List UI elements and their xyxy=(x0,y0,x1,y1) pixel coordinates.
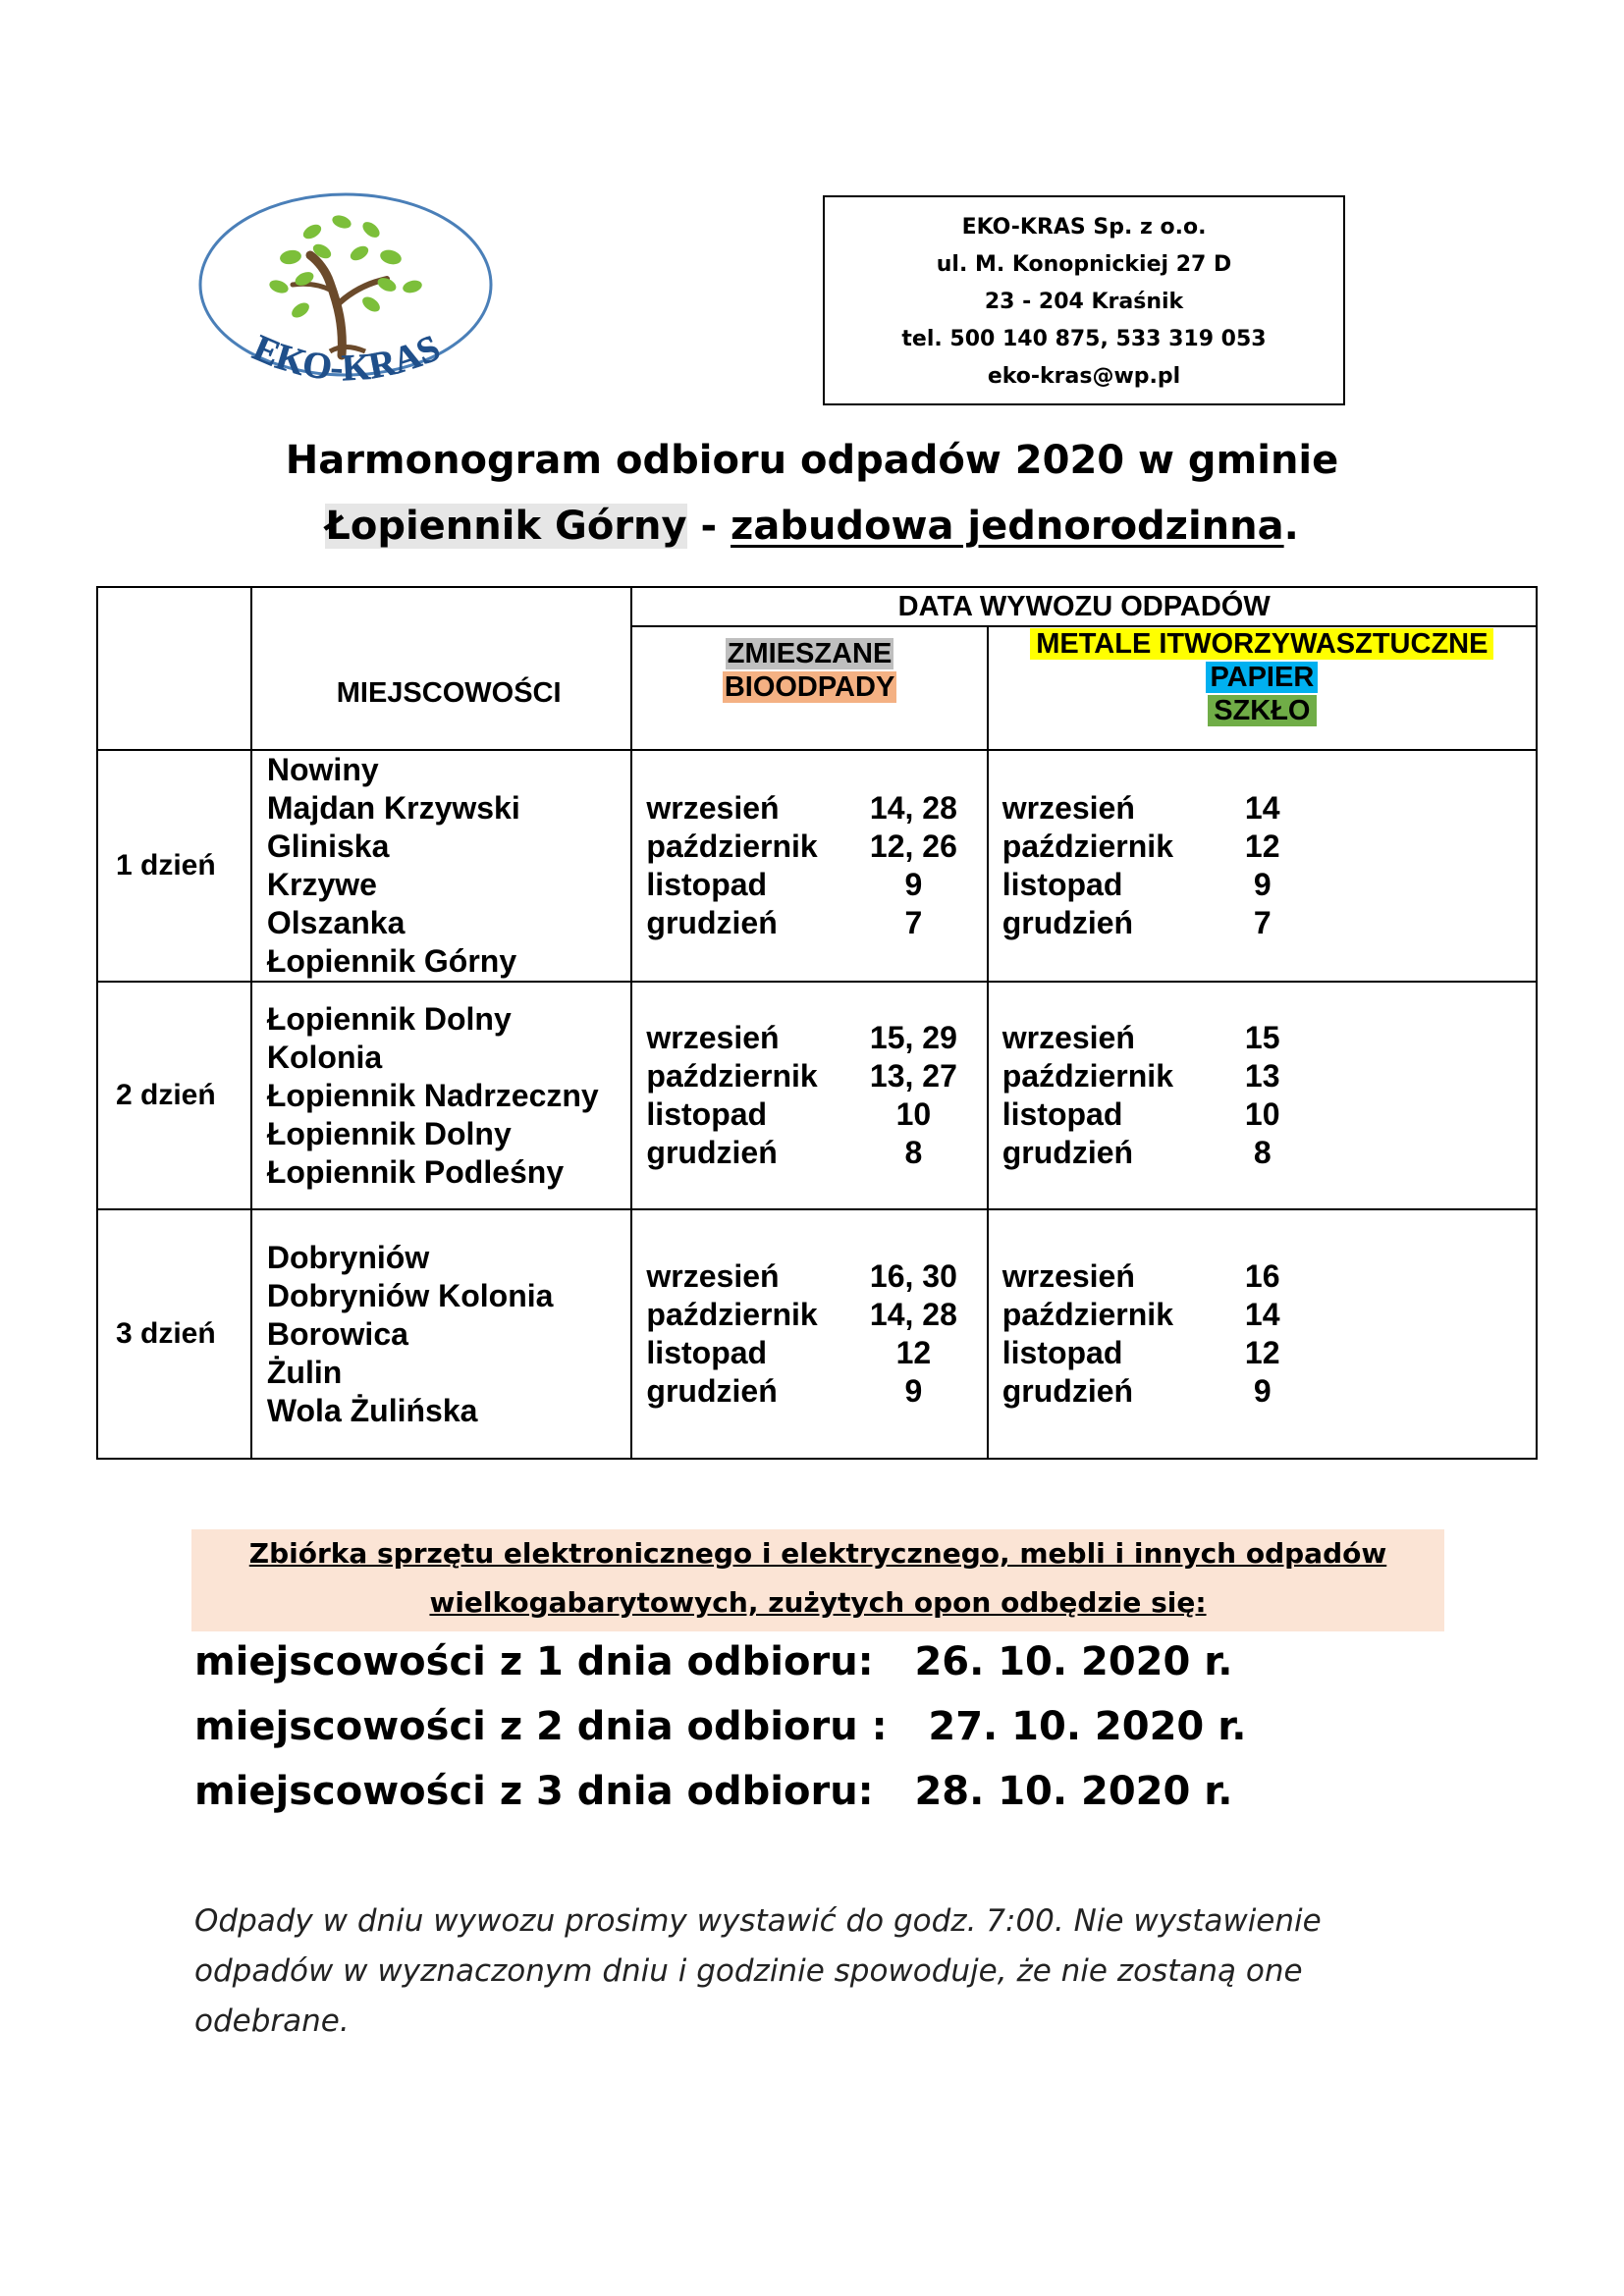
pickup-date-day3: miejscowości z 3 dnia odbioru: 28. 10. 2020 r. xyxy=(194,1769,1233,1814)
days: 8 xyxy=(904,1135,923,1170)
days: 14, 28 xyxy=(869,1297,957,1332)
title-type: zabudowa jednorodzinna xyxy=(731,504,1284,549)
places-list xyxy=(251,1209,632,1459)
notice-line2: wielkogabarytowych, zużytych opon odbędzie się: xyxy=(429,1586,1207,1619)
label-bio: BIOODPADY xyxy=(724,671,895,703)
pickup-date-day2: miejscowości z 2 dnia odbioru : 27. 10. 2020 r. xyxy=(194,1704,1247,1749)
month: grudzień xyxy=(646,1373,778,1409)
table-row xyxy=(97,1209,1537,1459)
month: grudzień xyxy=(1001,1135,1134,1170)
month: listopad xyxy=(1001,1335,1123,1370)
days: 7 xyxy=(1253,905,1272,940)
header-locations: MIEJSCOWOŚCI xyxy=(251,587,632,750)
place: Dobryniów Kolonia xyxy=(266,1277,554,1313)
days: 9 xyxy=(904,1373,923,1409)
days: 12 xyxy=(895,1335,932,1370)
header-dates: DATA WYWOZU ODPADÓW xyxy=(631,587,1537,626)
header-mixed-bio xyxy=(631,626,987,750)
notice-line1: Zbiórka sprzętu elektronicznego i elektrycznego, mebli i innych odpadów xyxy=(248,1537,1387,1570)
days: 8 xyxy=(1253,1135,1272,1170)
month: listopad xyxy=(1001,1096,1123,1132)
recyclables-dates xyxy=(988,750,1537,982)
schedule-table xyxy=(96,586,1538,1460)
month: październik xyxy=(646,1297,818,1332)
place: Łopiennik Górny xyxy=(266,943,517,979)
day-label: 2 dzień xyxy=(97,982,251,1209)
days: 10 xyxy=(895,1096,932,1132)
month: grudzień xyxy=(1001,1373,1134,1409)
days: 12, 26 xyxy=(869,828,957,864)
bulky-waste-notice xyxy=(191,1529,1444,1631)
days: 14, 28 xyxy=(869,790,957,826)
month: grudzień xyxy=(646,1135,778,1170)
month: wrzesień xyxy=(646,1020,780,1055)
mixed-bio-dates xyxy=(631,982,987,1209)
month: wrzesień xyxy=(646,790,780,826)
month: październik xyxy=(1001,828,1173,864)
place: Żulin xyxy=(266,1354,343,1390)
place: Gliniska xyxy=(266,828,390,864)
title-dash: - xyxy=(686,504,731,549)
days: 9 xyxy=(904,867,923,902)
places-list xyxy=(251,750,632,982)
days: 10 xyxy=(1244,1096,1280,1132)
page-title-line1: Harmonogram odbioru odpadów 2020 w gminie xyxy=(285,438,1339,483)
company-phone: tel. 500 140 875, 533 319 053 xyxy=(901,327,1267,351)
days: 16, 30 xyxy=(869,1258,957,1294)
days: 9 xyxy=(1253,867,1272,902)
days: 9 xyxy=(1253,1373,1272,1409)
month: grudzień xyxy=(1001,905,1134,940)
place: Łopiennik Podleśny xyxy=(266,1153,565,1190)
month: wrzesień xyxy=(1001,790,1135,826)
days: 14 xyxy=(1244,1297,1280,1332)
footer-note: Odpady w dniu wywozu prosimy wystawić do godz. 7:00. Nie wystawienie odpadów w wyznaczonym dniu i godzinie spowoduje, że nie zostaną one odebrane. xyxy=(194,1903,1322,2039)
days: 14 xyxy=(1244,790,1280,826)
label-metals-plastics: METALE ITWORZYWASZTUCZNE xyxy=(1030,628,1493,660)
month: wrzesień xyxy=(1001,1020,1135,1055)
month: wrzesień xyxy=(646,1258,780,1294)
place: Majdan Krzywski xyxy=(266,790,520,826)
day-label: 1 dzień xyxy=(97,750,251,982)
title-dot: . xyxy=(1283,504,1299,549)
recyclables-dates xyxy=(988,982,1537,1209)
days: 7 xyxy=(904,905,923,940)
page-title-line2 xyxy=(0,504,1624,549)
company-city: 23 - 204 Kraśnik xyxy=(984,290,1184,314)
days: 13 xyxy=(1244,1058,1280,1094)
label-glass: SZKŁO xyxy=(1208,695,1316,726)
mixed-bio-dates xyxy=(631,750,987,982)
month: listopad xyxy=(646,1335,768,1370)
place: Krzywe xyxy=(266,867,377,902)
company-address-box xyxy=(823,195,1345,405)
days: 16 xyxy=(1244,1258,1280,1294)
eko-kras-logo xyxy=(194,188,497,408)
days: 15, 29 xyxy=(869,1020,957,1055)
header-day-cell xyxy=(97,587,251,750)
pickup-date-day1: miejscowości z 1 dnia odbioru: 26. 10. 2020 r. xyxy=(194,1639,1233,1684)
place: Borowica xyxy=(266,1315,408,1352)
month: październik xyxy=(646,828,818,864)
place: Olszanka xyxy=(266,905,406,940)
place: Łopiennik Dolny xyxy=(266,1000,512,1037)
day-label: 3 dzień xyxy=(97,1209,251,1459)
month: październik xyxy=(1001,1058,1173,1094)
recyclables-dates xyxy=(988,1209,1537,1459)
month: grudzień xyxy=(646,905,778,940)
place: Łopiennik Dolny xyxy=(266,1115,512,1151)
place: Łopiennik Nadrzeczny xyxy=(266,1077,599,1113)
month: listopad xyxy=(646,867,768,902)
days: 13, 27 xyxy=(869,1058,957,1094)
place: Wola Żulińska xyxy=(266,1392,478,1428)
title-place: Łopiennik Górny xyxy=(325,504,687,549)
days: 12 xyxy=(1244,828,1280,864)
month: listopad xyxy=(646,1096,768,1132)
place: Nowiny xyxy=(266,752,379,787)
days: 12 xyxy=(1244,1335,1280,1370)
header-recyclables xyxy=(988,626,1537,750)
table-row xyxy=(97,750,1537,982)
table-header-row-1 xyxy=(97,587,1537,626)
company-street: ul. M. Konopnickiej 27 D xyxy=(936,252,1232,277)
days: 15 xyxy=(1244,1020,1280,1055)
month: listopad xyxy=(1001,867,1123,902)
place: Kolonia xyxy=(266,1039,383,1075)
label-mixed: ZMIESZANE xyxy=(727,638,893,669)
month: wrzesień xyxy=(1001,1258,1135,1294)
company-name: EKO-KRAS Sp. z o.o. xyxy=(961,215,1207,240)
month: październik xyxy=(646,1058,818,1094)
svg-text:EKO-KRAS: EKO-KRAS xyxy=(246,327,447,390)
company-email: eko-kras@wp.pl xyxy=(987,364,1181,389)
table-row xyxy=(97,982,1537,1209)
label-paper: PAPIER xyxy=(1206,662,1318,693)
places-list xyxy=(251,982,632,1209)
mixed-bio-dates xyxy=(631,1209,987,1459)
month: październik xyxy=(1001,1297,1173,1332)
place: Dobryniów xyxy=(266,1239,430,1275)
